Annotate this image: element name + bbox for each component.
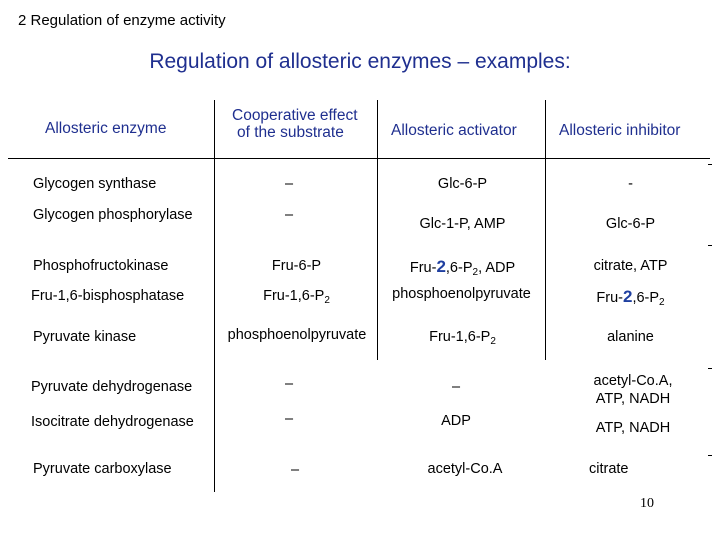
header-allosteric-inhibitor: Allosteric inhibitor [559,122,681,139]
row-group-tick [708,368,712,369]
inhibitor-prefix: Fru- [596,290,623,306]
inhibitor: citrate [589,461,629,477]
enzyme-name: Phosphofructokinase [33,258,169,274]
inhibitor-line2: ATP, NADH [595,391,671,407]
enzyme-name: Isocitrate dehydrogenase [31,414,194,430]
page-number: 10 [640,496,654,511]
inhibitor-line1: acetyl-Co.A, [593,373,673,389]
header-cooperative-line1: Cooperative effect [232,107,358,124]
inhibitor: ATP, NADH [595,420,671,436]
header-allosteric-activator: Allosteric activator [391,122,517,139]
activator: acetyl-Co.A [427,461,503,477]
inhibitor-subscript: 2 [659,297,665,308]
row-group-tick [708,164,712,165]
cooperative-effect: – [284,411,294,427]
activator: – [451,379,461,395]
enzyme-name: Pyruvate dehydrogenase [31,379,193,395]
enzyme-name: Glycogen phosphorylase [33,207,193,223]
activator [380,257,545,278]
row-group-tick [708,455,712,456]
inhibitor: Glc-6-P [605,216,656,232]
activator-prefix: Fru-1,6-P [429,329,491,345]
row-group-tick [708,245,712,246]
header-underline [8,158,710,159]
section-heading: 2 Regulation of enzyme activity [18,12,226,29]
inhibitor [548,287,713,308]
cooperative-effect: – [284,176,294,192]
activator: ADP [441,413,471,429]
inhibitor: alanine [607,329,654,345]
enzyme-name: Glycogen synthase [33,176,157,192]
header-cooperative-line2: of the substrate [237,124,344,141]
inhibitor-highlight: 2 [622,287,633,306]
cooperative-effect: – [290,462,300,478]
activator: Glc-1-P, AMP [419,216,506,232]
activator-suffix: , ADP [478,260,516,276]
inhibitor: - [628,176,633,192]
enzyme-name: Fru-1,6-bisphosphatase [31,288,185,304]
inhibitor-middle: ,6-P [632,290,660,306]
enzyme-name: Pyruvate carboxylase [33,461,172,477]
activator [380,329,545,347]
activator-subscript: 2 [490,336,496,347]
activator: Glc-6-P [437,176,488,192]
cooperative-effect: Fru-6-P [271,258,322,274]
cooperative-subscript: 2 [324,295,330,306]
activator-prefix: Fru- [409,260,437,276]
activator: phosphoenolpyruvate [392,286,531,302]
column-divider-3 [545,100,546,360]
activator-middle: ,6-P [445,260,473,276]
activator-subscript: 2 [472,267,479,278]
header-allosteric-enzyme: Allosteric enzyme [45,120,167,137]
cooperative-effect: phosphoenolpyruvate [227,327,367,343]
enzyme-name: Pyruvate kinase [33,329,137,345]
slide-title: Regulation of allosteric enzymes – examples: [149,50,571,73]
cooperative-effect: – [284,207,294,223]
cooperative-effect: – [284,376,294,392]
column-divider-2 [377,100,378,360]
inhibitor: citrate, ATP [593,258,668,274]
cooperative-prefix: Fru-1,6-P [263,288,325,304]
activator-highlight: 2 [436,257,446,276]
cooperative-effect [214,288,379,306]
